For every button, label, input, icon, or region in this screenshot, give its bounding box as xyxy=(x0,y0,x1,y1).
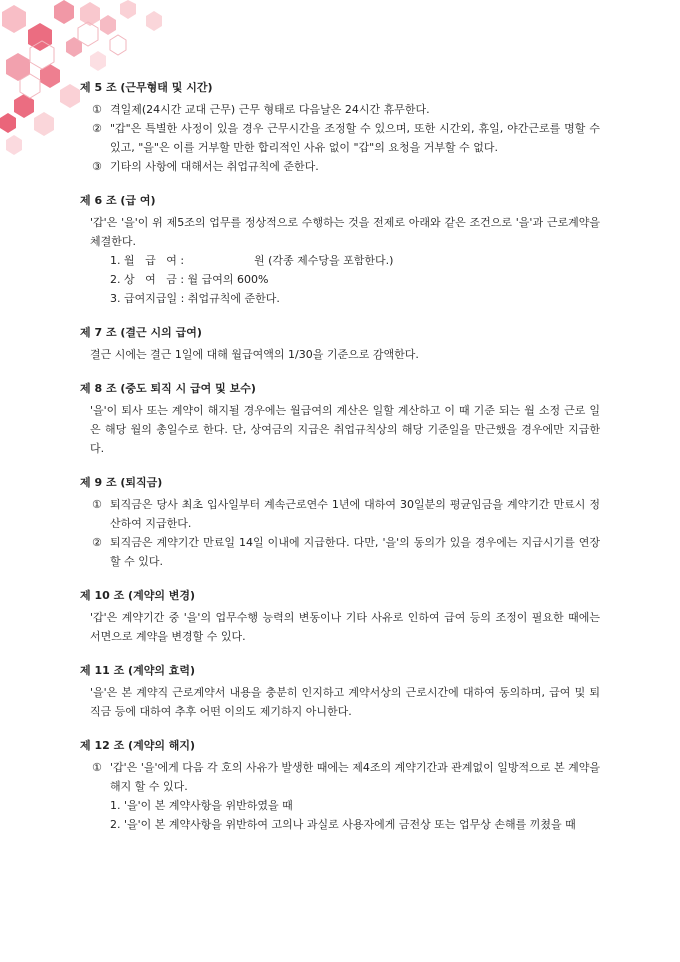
hex-shape xyxy=(40,64,60,88)
sub-number: 1. xyxy=(110,799,121,812)
article-title: 제 6 조 (급 여) xyxy=(80,194,156,207)
hex-shape xyxy=(90,51,106,71)
hex-shape xyxy=(54,0,74,24)
sub-text: 상 여 금 : 월 급여의 600% xyxy=(124,273,269,286)
article-10 xyxy=(80,586,600,646)
item-number: ① xyxy=(92,103,102,116)
item-text: 퇴직금은 당사 최초 입사일부터 계속근로연수 1년에 대하여 30일분의 평균임금을 계약기간 만료시 정산하여 지급한다. xyxy=(110,498,600,530)
list-item xyxy=(92,758,600,796)
article-11 xyxy=(80,661,600,721)
hex-shape xyxy=(120,0,136,19)
sub-number: 3. xyxy=(110,292,121,305)
hex-shape xyxy=(80,2,100,26)
hex-shape xyxy=(0,113,16,133)
hex-shape xyxy=(60,84,80,108)
item-text: 격일제(24시간 교대 근무) 근무 형태로 다음날은 24시간 휴무한다. xyxy=(110,103,430,116)
hex-shape xyxy=(2,5,26,33)
hex-outline xyxy=(110,35,126,55)
item-text: "갑"은 특별한 사정이 있을 경우 근무시간을 조정할 수 있으며, 또한 시간외, 휴일, 야간근로를 명할 수 있고, "을"은 이를 거부할 만한 합리적인 사유 없이 "갑"의 요청을 거부할 수 없다. xyxy=(110,122,600,154)
list-item xyxy=(92,533,600,571)
sub-item xyxy=(110,796,600,815)
sub-number: 1. xyxy=(110,254,121,267)
item-number: ① xyxy=(92,498,102,511)
article-title: 제 11 조 (계약의 효력) xyxy=(80,664,196,677)
article-9 xyxy=(80,473,600,571)
sub-item xyxy=(110,289,600,308)
list-item xyxy=(92,119,600,157)
article-5 xyxy=(80,78,600,176)
article-title: 제 9 조 (퇴직금) xyxy=(80,476,163,489)
article-paragraph: '갑'은 계약기간 중 '을'의 업무수행 능력의 변동이나 기타 사유로 인하여 급여 등의 조정이 필요한 때에는 서면으로 계약을 변경할 수 있다. xyxy=(90,611,600,643)
sub-item xyxy=(110,270,600,289)
item-text: '갑'은 '을'에게 다음 각 호의 사유가 발생한 때에는 제4조의 계약기간과 관계없이 일방적으로 본 계약을 해지 할 수 있다. xyxy=(110,761,600,793)
article-8 xyxy=(80,379,600,458)
item-number: ② xyxy=(92,122,102,135)
hex-shape xyxy=(6,135,22,155)
sub-item xyxy=(110,815,600,834)
list-item xyxy=(92,100,600,119)
article-title: 제 5 조 (근무형태 및 시간) xyxy=(80,81,213,94)
hex-shape xyxy=(100,15,116,35)
hex-shape xyxy=(146,11,162,31)
article-7 xyxy=(80,323,600,364)
sub-item xyxy=(110,251,600,270)
article-title: 제 8 조 (중도 퇴직 시 급여 및 보수) xyxy=(80,382,256,395)
contract-page xyxy=(80,78,600,849)
article-title: 제 12 조 (계약의 해지) xyxy=(80,739,196,752)
hex-shape xyxy=(6,53,30,81)
article-paragraph: '을'이 퇴사 또는 계약이 해지될 경우에는 월급여의 계산은 일할 계산하고 이 때 기준 되는 월 소정 근로 일은 해당 월의 총일수로 한다. 단, 상여금의 지급은 취업규칙상의 해당 기준일을 만근했을 경우에만 지급한다. xyxy=(90,404,600,455)
sub-text: '을'이 본 계약사항을 위반하였을 때 xyxy=(124,799,293,812)
article-paragraph: 결근 시에는 결근 1일에 대해 월급여액의 1/30을 기준으로 감액한다. xyxy=(90,348,419,361)
item-text: 퇴직금은 계약기간 만료일 14일 이내에 지급한다. 다만, '을'의 동의가 있을 경우에는 지급시기를 연장 할 수 있다. xyxy=(110,536,600,568)
hex-shape xyxy=(34,112,54,136)
sub-text: 급여지급일 : 취업규칙에 준한다. xyxy=(124,292,280,305)
article-title: 제 7 조 (결근 시의 급여) xyxy=(80,326,202,339)
sub-number: 2. xyxy=(110,273,121,286)
sub-text: 월 급 여 : 원 (각종 제수당을 포함한다.) xyxy=(124,254,394,267)
item-number: ③ xyxy=(92,160,102,173)
article-12 xyxy=(80,736,600,834)
article-6 xyxy=(80,191,600,308)
list-item xyxy=(92,157,600,176)
article-paragraph: '을'은 본 계약직 근로계약서 내용을 충분히 인지하고 계약서상의 근로시간에 대하여 동의하며, 급여 및 퇴직금 등에 대하여 추후 어떤 이의도 제기하지 아니한다. xyxy=(90,686,600,718)
sub-number: 2. xyxy=(110,818,121,831)
sub-text: '을'이 본 계약사항을 위반하여 고의나 과실로 사용자에게 금전상 또는 업무상 손해를 끼쳤을 때 xyxy=(124,818,576,831)
item-number: ② xyxy=(92,536,102,549)
article-paragraph: '갑'은 '을'이 위 제5조의 업무를 정상적으로 수행하는 것을 전제로 아래와 같은 조건으로 '을'과 근로계약을 체결한다. xyxy=(90,216,600,248)
item-number: ① xyxy=(92,761,102,774)
item-text: 기타의 사항에 대해서는 취업규칙에 준한다. xyxy=(110,160,319,173)
article-title: 제 10 조 (계약의 변경) xyxy=(80,589,196,602)
list-item xyxy=(92,495,600,533)
hex-shape xyxy=(66,37,82,57)
